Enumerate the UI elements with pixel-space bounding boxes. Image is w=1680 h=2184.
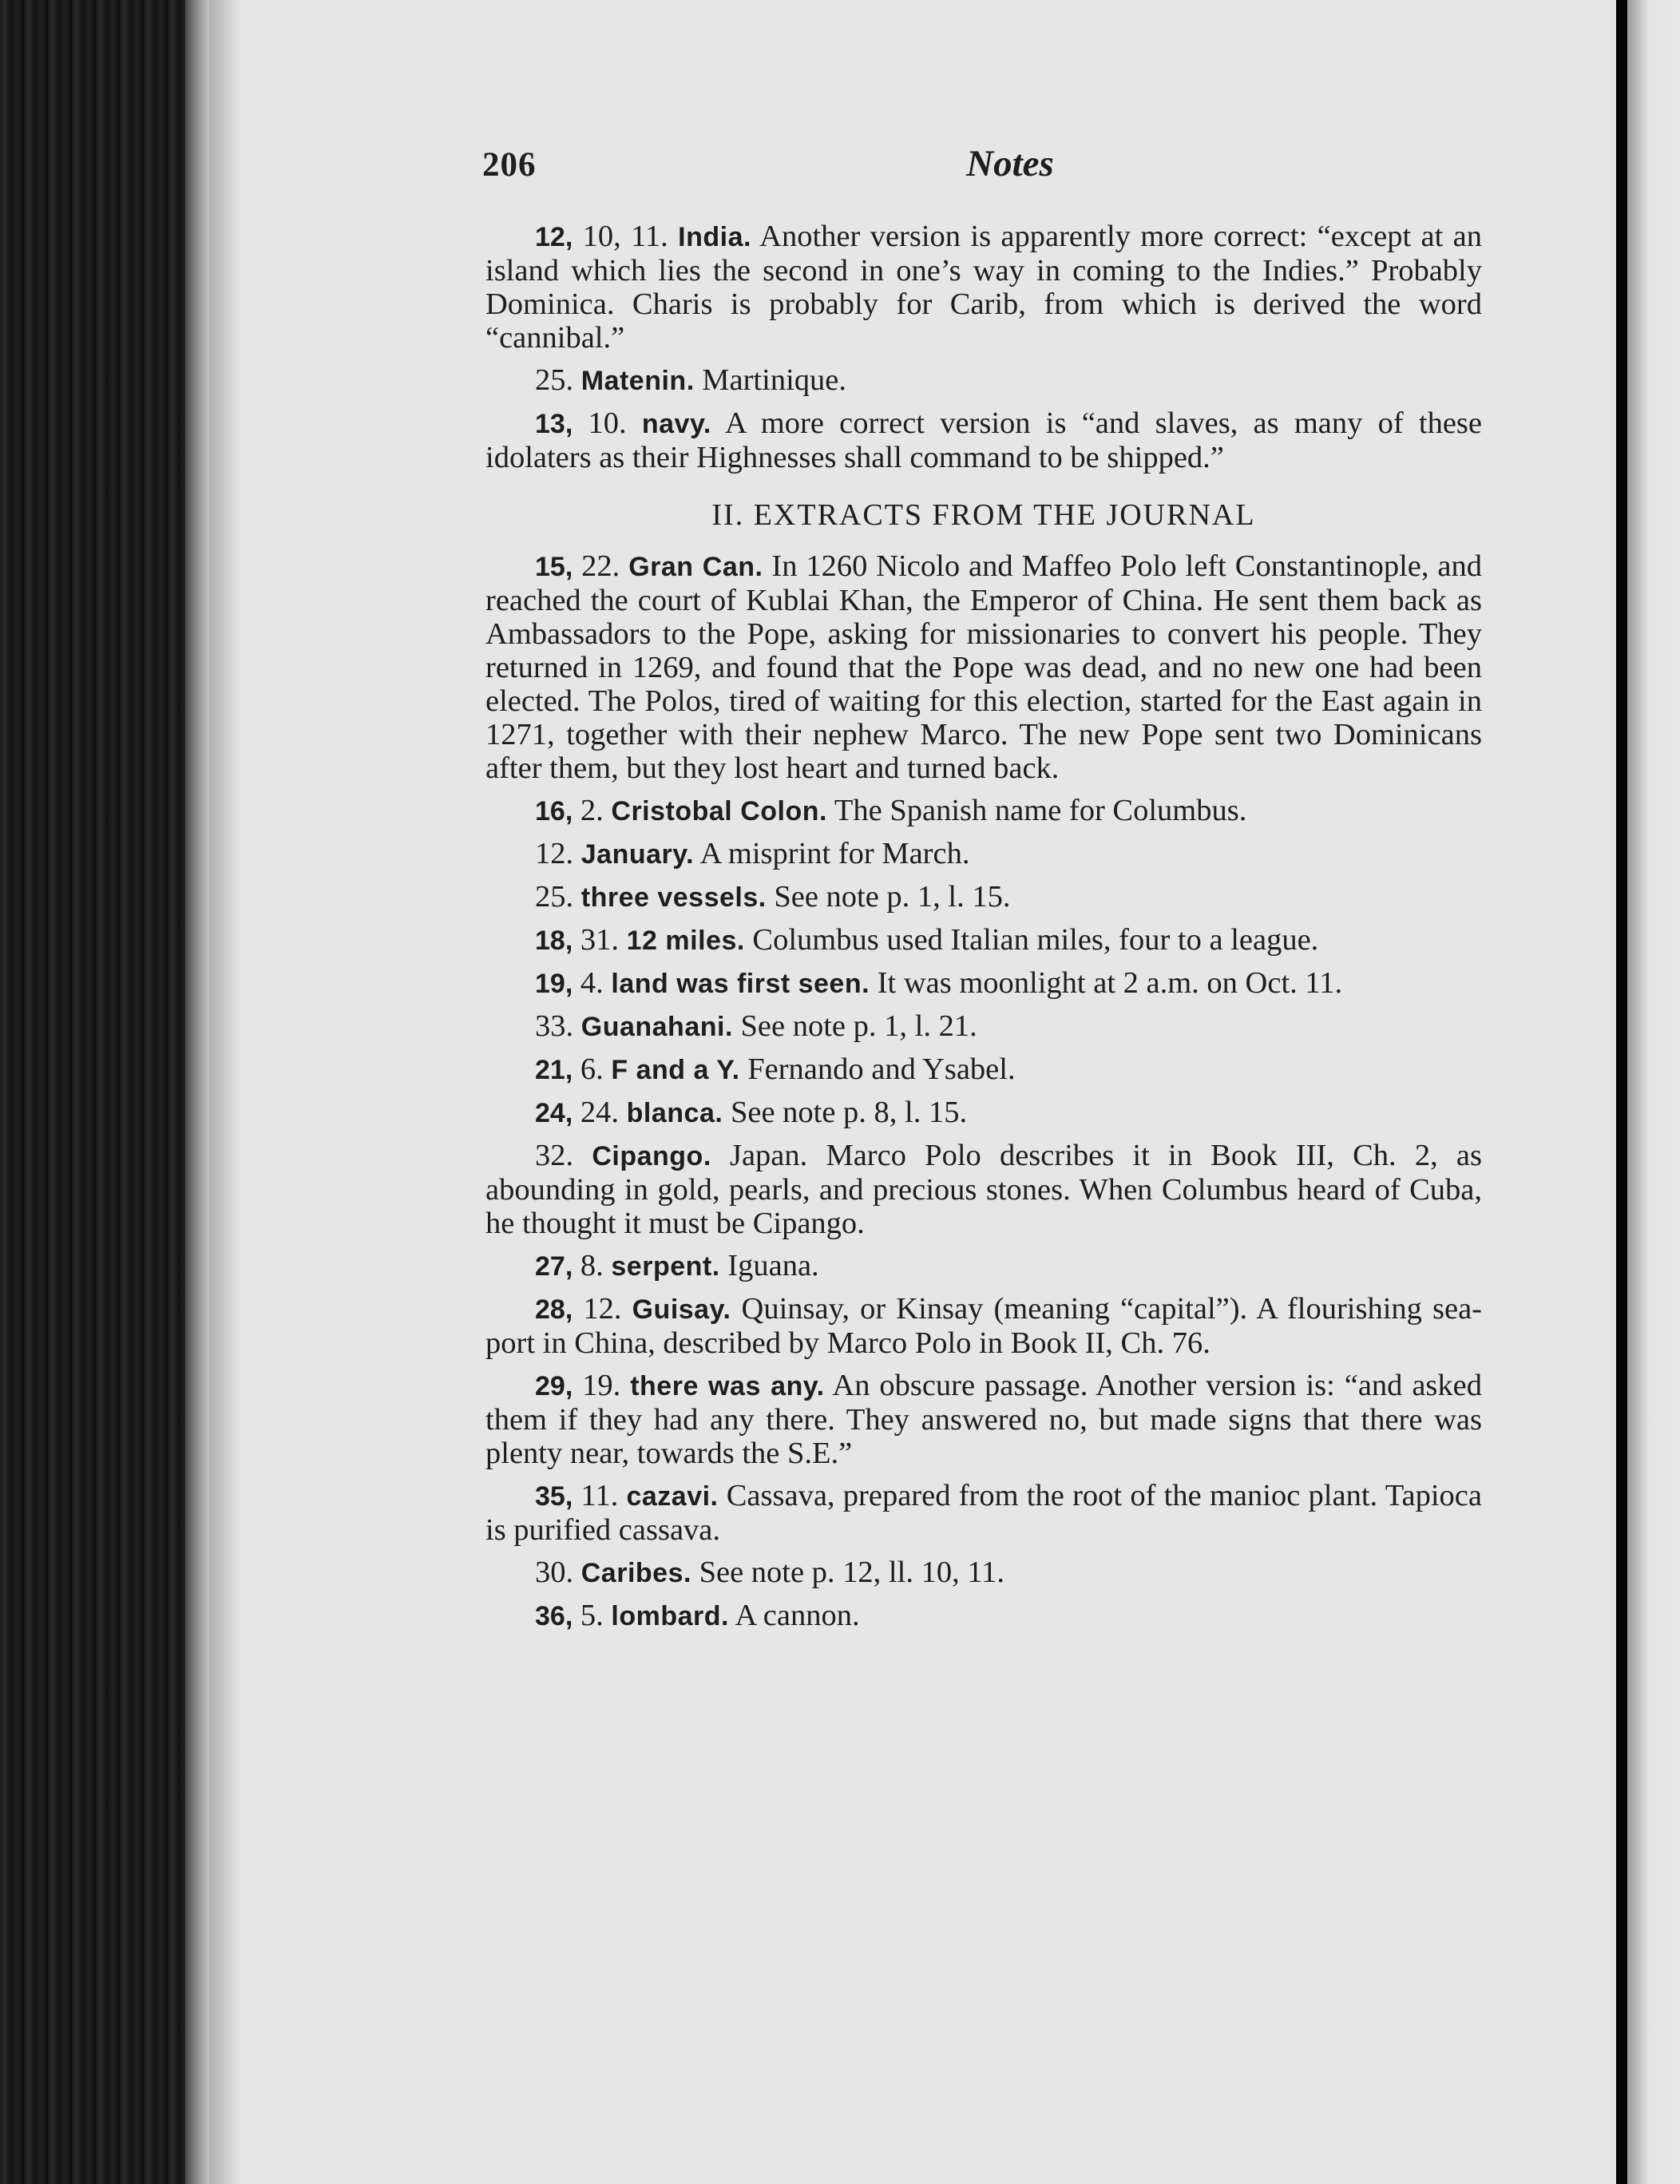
note-text: See note p. 1, l. 15. <box>766 880 1011 914</box>
note-term: Guanahani. <box>580 1012 733 1042</box>
note-page-ref: 36, <box>535 1601 573 1631</box>
note-text: Another version is apparently more correct: “except at an island which lies the second in one’s way in coming to the Indies.” Probably Dominica. Charis is probably for Carib, from which is derived the word “cannibal.” <box>485 220 1482 355</box>
note-page-ref: 28, <box>535 1294 573 1325</box>
note-term: blanca. <box>626 1098 723 1128</box>
note-line-ref: 8. <box>573 1249 612 1282</box>
note-line-ref: 25. <box>535 363 581 397</box>
note-line-ref: 5. <box>573 1599 612 1632</box>
note-text: It was moonlight at 2 a.m. on Oct. 11. <box>870 966 1343 1000</box>
note-term: lombard. <box>611 1601 729 1631</box>
note-entry <box>485 966 1482 1001</box>
note-text: See note p. 8, l. 15. <box>723 1096 968 1129</box>
note-line-ref: 31. <box>573 923 627 957</box>
note-term: Matenin. <box>580 366 695 396</box>
note-page-ref: 21, <box>535 1055 573 1085</box>
note-text: Columbus used Italian miles, four to a league. <box>744 923 1319 957</box>
note-term: navy. <box>641 409 711 439</box>
note-page-ref: 12, <box>535 222 573 252</box>
note-entry <box>485 363 1482 398</box>
note-term: India. <box>678 222 751 252</box>
note-term: Guisay. <box>632 1294 731 1325</box>
note-entry <box>485 549 1482 785</box>
note-line-ref: 11. <box>573 1479 627 1512</box>
note-page-ref: 27, <box>535 1251 573 1282</box>
note-line-ref: 12. <box>573 1292 632 1326</box>
note-entry <box>485 1479 1482 1547</box>
note-text: See note p. 1, l. 21. <box>732 1009 977 1043</box>
note-page-ref: 19, <box>535 969 573 999</box>
note-text: Quinsay, or Kinsay (meaning “capital”). A flourishing sea-port in China, described by Marco Polo in Book II, Ch. 76. <box>485 1292 1482 1360</box>
note-line-ref: 32. <box>535 1139 592 1172</box>
note-entry <box>485 837 1482 871</box>
note-text: In 1260 Nicolo and Maffeo Polo left Constantinople, and reached the court of Kublai Khan, the Emperor of China. He sent them back as Ambassadors to the Pope, asking for missionaries to convert his people. They returned in 1269, and found that the Pope was dead, and no new one had been elected. The Polos, tired of waiting for this election, started for the East again in 1271, together with their nephew Marco. The new Pope sent two Dominicans after them, but they lost heart and turned back. <box>485 549 1483 785</box>
note-entry <box>485 1096 1482 1130</box>
note-entry <box>485 1249 1482 1283</box>
note-term: 12 miles. <box>626 926 745 956</box>
note-line-ref: 10, 11. <box>573 220 679 253</box>
note-entry <box>485 1009 1482 1044</box>
binding-edge <box>185 0 209 2184</box>
note-term: Gran Can. <box>628 552 763 582</box>
note-text: See note p. 12, ll. 10, 11. <box>691 1556 1005 1589</box>
note-text: Fernando and Ysabel. <box>739 1052 1016 1086</box>
page-header <box>271 136 1489 192</box>
note-text: Cassava, prepared from the root of the manioc plant. Tapioca is purified cassava. <box>485 1479 1482 1547</box>
note-page-ref: 15, <box>535 552 573 582</box>
note-text: Japan. Marco Polo describes it in Book III, Ch. 2, as abounding in gold, pearls, and precious stones. When Columbus heard of Cuba, he thought it must be Cipango. <box>485 1139 1483 1240</box>
note-term: three vessels. <box>580 882 767 913</box>
note-line-ref: 25. <box>535 880 581 914</box>
note-term: serpent. <box>611 1251 720 1282</box>
note-entry <box>485 1052 1482 1087</box>
note-term: land was first seen. <box>611 969 870 999</box>
note-page-ref: 16, <box>535 796 573 826</box>
note-entry <box>485 220 1482 355</box>
note-text: A more correct version is “and slaves, as many of these idolaters as their Highnesses shall command to be shipped.” <box>485 406 1483 474</box>
note-entry <box>485 1369 1482 1470</box>
note-line-ref: 6. <box>573 1052 612 1086</box>
note-line-ref: 24. <box>573 1096 627 1129</box>
note-line-ref: 12. <box>535 837 581 870</box>
note-page-ref: 29, <box>535 1371 573 1401</box>
note-line-ref: 33. <box>535 1009 581 1043</box>
note-term: Cipango. <box>592 1141 711 1171</box>
note-term: Cristobal Colon. <box>611 796 827 826</box>
note-line-ref: 10. <box>573 406 642 440</box>
note-text: An obscure passage. Another version is: “and asked them if they had any there. They answered no, but made signs that there was plenty near, towards the S.E.” <box>485 1369 1482 1470</box>
note-entry <box>485 1556 1482 1590</box>
note-line-ref: 22. <box>573 549 629 583</box>
note-page-ref: 13, <box>535 409 573 439</box>
note-text: Martinique. <box>694 363 846 397</box>
adjacent-page-edge <box>1627 0 1680 2184</box>
note-entry <box>485 1139 1482 1240</box>
note-line-ref: 30. <box>535 1556 581 1589</box>
note-line-ref: 19. <box>573 1369 631 1402</box>
note-term: cazavi. <box>626 1481 719 1512</box>
note-text: The Spanish name for Columbus. <box>826 794 1247 827</box>
page-gutter <box>1616 0 1627 2184</box>
note-line-ref: 4. <box>573 966 612 1000</box>
note-text: A cannon. <box>728 1599 860 1632</box>
note-entry <box>485 1599 1482 1633</box>
note-entry <box>485 406 1482 474</box>
note-entry <box>485 794 1482 828</box>
note-text: A misprint for March. <box>694 837 970 870</box>
note-term: Caribes. <box>580 1558 691 1588</box>
note-page-ref: 18, <box>535 926 573 956</box>
note-term: F and a Y. <box>611 1055 740 1085</box>
section-heading: II. EXTRACTS FROM THE JOURNAL <box>711 498 1256 532</box>
note-text: Iguana. <box>719 1249 819 1282</box>
note-entry <box>485 923 1482 957</box>
note-term: January. <box>580 839 695 870</box>
note-line-ref: 2. <box>573 794 612 827</box>
notes-body <box>485 220 1482 1642</box>
page-number: 206 <box>482 146 537 184</box>
note-entry <box>485 1292 1482 1360</box>
note-page-ref: 24, <box>535 1098 573 1128</box>
note-term: there was any. <box>630 1371 825 1401</box>
running-head: Notes <box>966 143 1054 184</box>
note-entry <box>485 880 1482 914</box>
note-page-ref: 35, <box>535 1481 573 1512</box>
page-shadow <box>209 0 241 2184</box>
book-binding <box>0 0 209 2184</box>
